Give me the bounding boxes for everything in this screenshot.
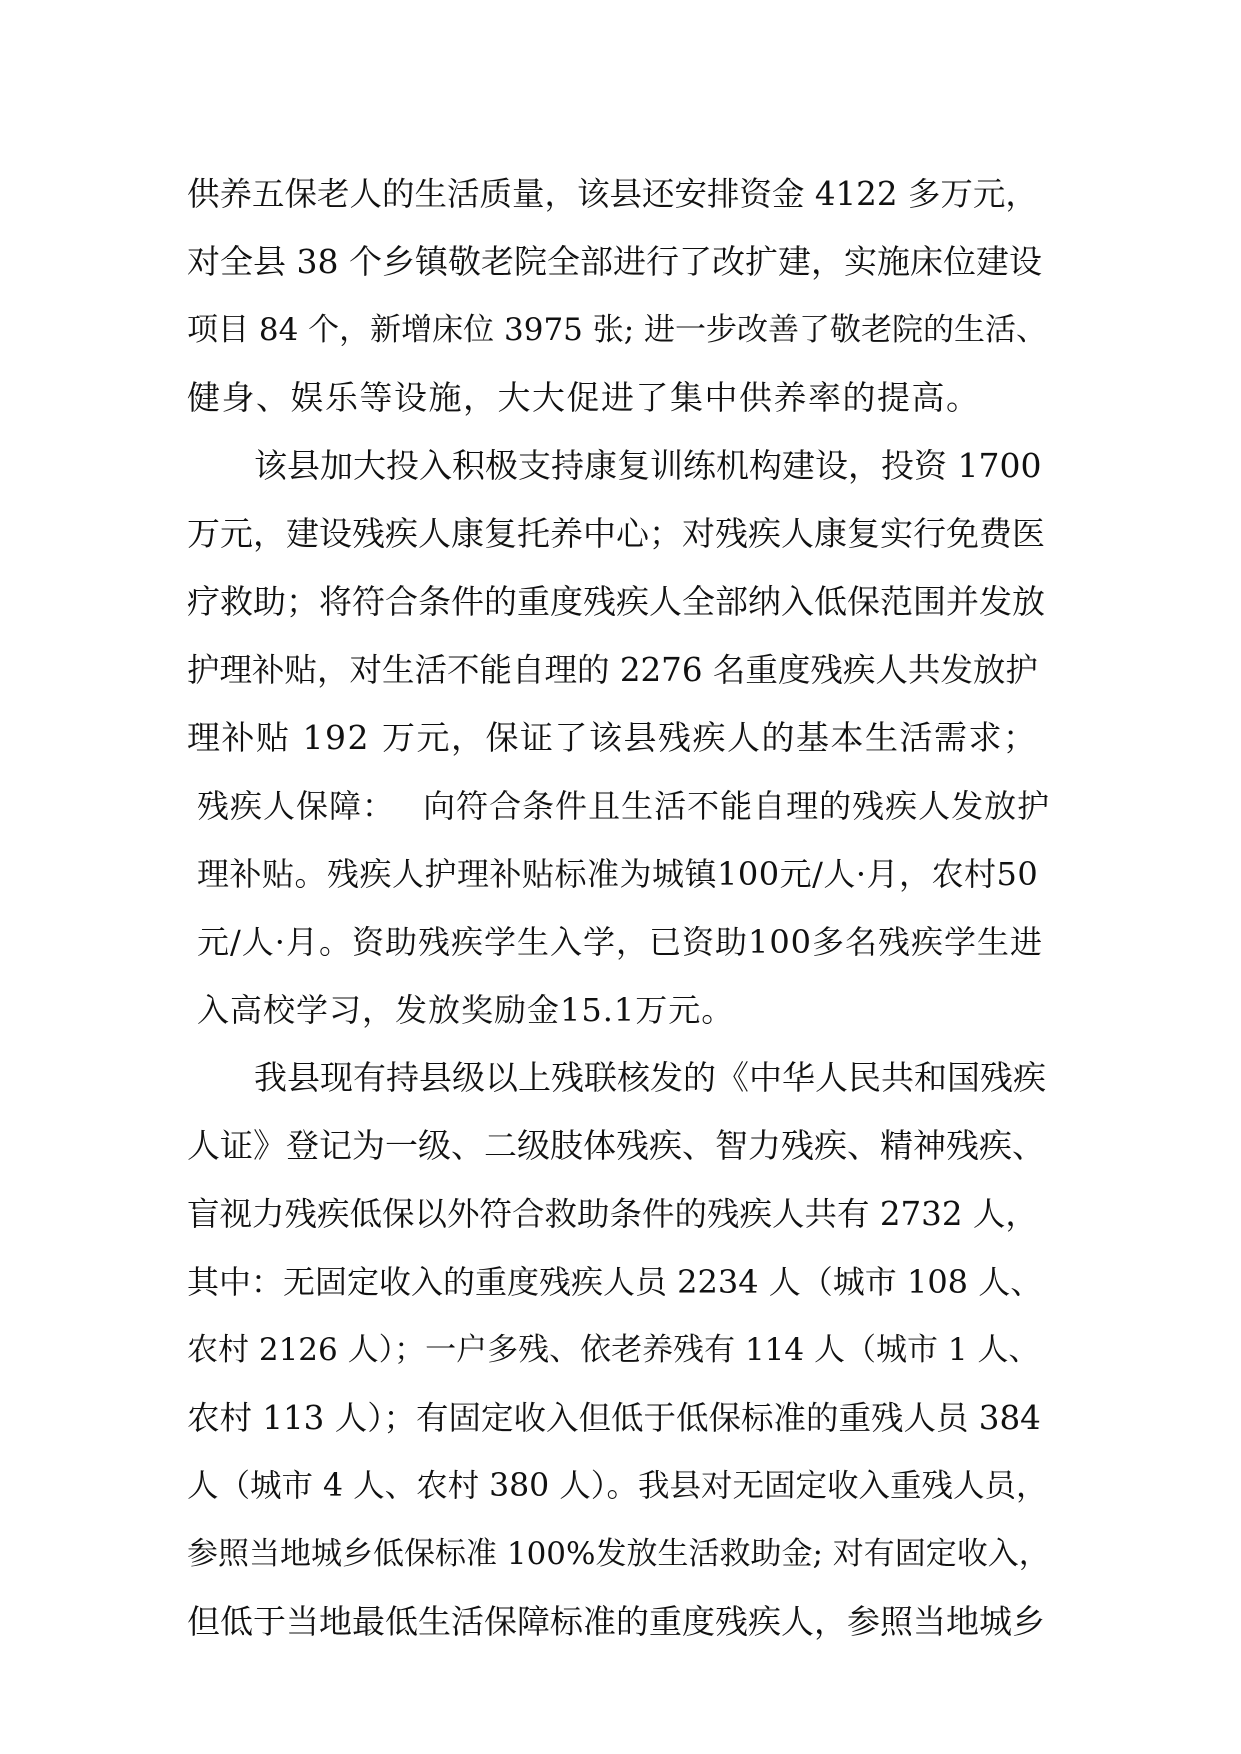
paragraph-4-line-4: 其中：无固定收入的重度残疾人员 2234 人（城市 108 人、 (187, 1263, 1043, 1301)
paragraph-1-line-3: 项目 84 个，新增床位 3975 张; 进一步改善了敬老院的生活、 (187, 312, 1048, 348)
paragraph-4-line-3: 盲视力残疾低保以外符合救助条件的残疾人共有 2732 人， (187, 1195, 1038, 1233)
paragraph-2-line-1: 该县加大投入积极支持康复训练机构建设，投资 1700 (254, 446, 1042, 485)
paragraph-3-line-2: 理补贴。残疾人护理补贴标准为城镇100元/人·月，农村50 (197, 855, 1039, 893)
paragraph-3-line-4: 入高校学习，发放奖励金15.1万元。 (197, 991, 735, 1029)
paragraph-1-line-4: 健身、娱乐等设施，大大促进了集中供养率的提高。 (187, 378, 981, 417)
paragraph-4-line-2: 人证》登记为一级、二级肢体残疾、智力残疾、精神残疾、 (187, 1126, 1045, 1165)
paragraph-3-line-3: 元/人·月。资助残疾学生入学，已资助100多名残疾学生进 (197, 923, 1044, 961)
paragraph-4-line-6: 农村 113 人）；有固定收入但低于低保标准的重残人员 384 (187, 1399, 1041, 1437)
paragraph-4-line-9: 但低于当地最低生活保障标准的重度残疾人，参照当地城乡 (187, 1602, 1045, 1641)
paragraph-1-line-1: 供养五保老人的生活质量，该县还安排资金 4122 多万元， (187, 175, 1038, 213)
paragraph-4-line-5: 农村 2126 人）；一户多残、依老养残有 114 人（城市 1 人、 (187, 1332, 1040, 1368)
paragraph-2-line-2: 万元，建设残疾人康复托养中心；对残疾人康复实行免费医 (187, 514, 1045, 553)
paragraph-2-line-4: 护理补贴，对生活不能自理的 2276 名重度残疾人共发放护 (187, 651, 1038, 689)
paragraph-2-line-3: 疗救助；将符合条件的重度残疾人全部纳入低保范围并发放 (187, 582, 1045, 621)
paragraph-4-line-7: 人（城市 4 人、农村 380 人）。我县对无固定收入重残人员， (187, 1468, 1048, 1504)
paragraph-4-line-1: 我县现有持县级以上残联核发的《中华人民共和国残疾 (254, 1058, 1046, 1097)
paragraph-3-line-1: 残疾人保障： 向符合条件且生活不能自理的残疾人发放护 (197, 787, 1051, 825)
paragraph-4-line-8: 参照当地城乡低保标准 100%发放生活救助金; 对有固定收入， (187, 1536, 1050, 1572)
paragraph-1-line-2: 对全县 38 个乡镇敬老院全部进行了改扩建，实施床位建设 (187, 242, 1042, 281)
paragraph-2-line-5: 理补贴 192 万元，保证了该县残疾人的基本生活需求； (187, 718, 1038, 757)
